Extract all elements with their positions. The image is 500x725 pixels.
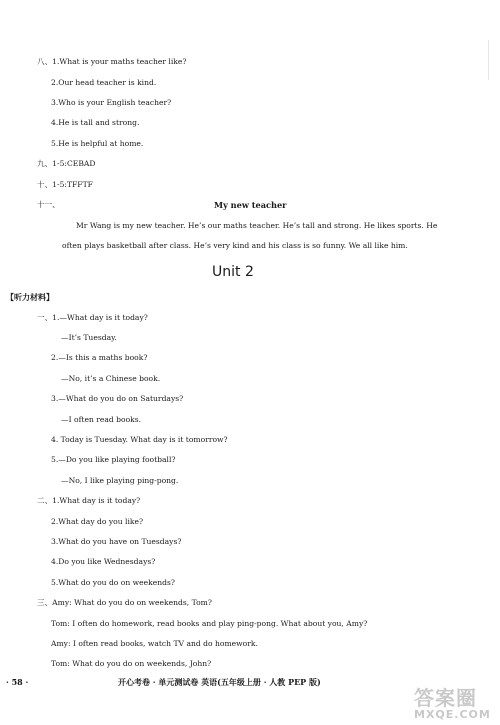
watermark-text: 答案圈 <box>414 686 477 710</box>
s8-q3: 3.Who is your English teacher? <box>51 98 172 107</box>
s8-q4: 4.He is tall and strong. <box>51 118 140 127</box>
essay-line-2: often plays basketball after class. He’s very kind and his class is so funny. We all like him. <box>62 241 408 250</box>
p2-l5: 5.What do you do on weekends? <box>51 578 175 587</box>
s8-q2: 2.Our head teacher is kind. <box>51 78 157 87</box>
listening-header: 【听力材料】 <box>6 292 54 302</box>
p3-l1: 三、Amy: What do you do on weekends, Tom? <box>37 598 212 607</box>
s8-q5: 5.He is helpful at home. <box>51 139 144 148</box>
p2-l2: 2.What day do you like? <box>51 517 144 526</box>
p1-l9: —No, I like playing ping-pong. <box>61 476 179 485</box>
p3-l2: Tom: I often do homework, read books and play ping-pong. What about you, Amy? <box>51 619 368 628</box>
p1-l3: 2.—Is this a maths book? <box>51 353 148 362</box>
essay-title: My new teacher <box>214 200 287 210</box>
p1-l4: —No, it’s a Chinese book. <box>61 374 161 383</box>
p3-l4: Tom: What do you do on weekends, John? <box>51 659 212 668</box>
p1-l7: 4. Today is Tuesday. What day is it tomorrow? <box>51 435 228 444</box>
watermark-logo <box>414 687 496 723</box>
s8-q1: 八、1.What is your maths teacher like? <box>37 57 187 66</box>
s10-answers: 十、1-5:TFFTF <box>37 180 93 189</box>
p1-l8: 5.—Do you like playing football? <box>51 455 176 464</box>
watermark-url: MXQE.COM <box>414 708 491 721</box>
s9-answers: 九、1-5:CEBAD <box>37 159 96 168</box>
p1-l1: 一、1.—What day is it today? <box>37 313 148 322</box>
p2-l1: 二、1.What day is it today? <box>37 496 141 505</box>
p2-l4: 4.Do you like Wednesdays? <box>51 557 156 566</box>
s11-label: 十一、 <box>37 200 60 209</box>
page-edge-line <box>488 40 489 80</box>
p3-l3: Amy: I often read books, watch TV and do homework. <box>51 639 258 648</box>
essay-line-1: Mr Wang is my new teacher. He’s our maths teacher. He’s tall and strong. He likes sports. He <box>76 221 438 230</box>
p2-l3: 3.What do you have on Tuesdays? <box>51 537 182 546</box>
p1-l5: 3.—What do you do on Saturdays? <box>51 394 184 403</box>
unit-title: Unit 2 <box>212 264 254 280</box>
book-title-footer: 开心考卷 · 单元测试卷 英语(五年级上册 · 人教 PEP 版) <box>118 677 321 687</box>
p1-l2: —It’s Tuesday. <box>61 333 117 342</box>
page-number: · 58 · <box>6 677 29 687</box>
p1-l6: —I often read books. <box>61 415 142 424</box>
